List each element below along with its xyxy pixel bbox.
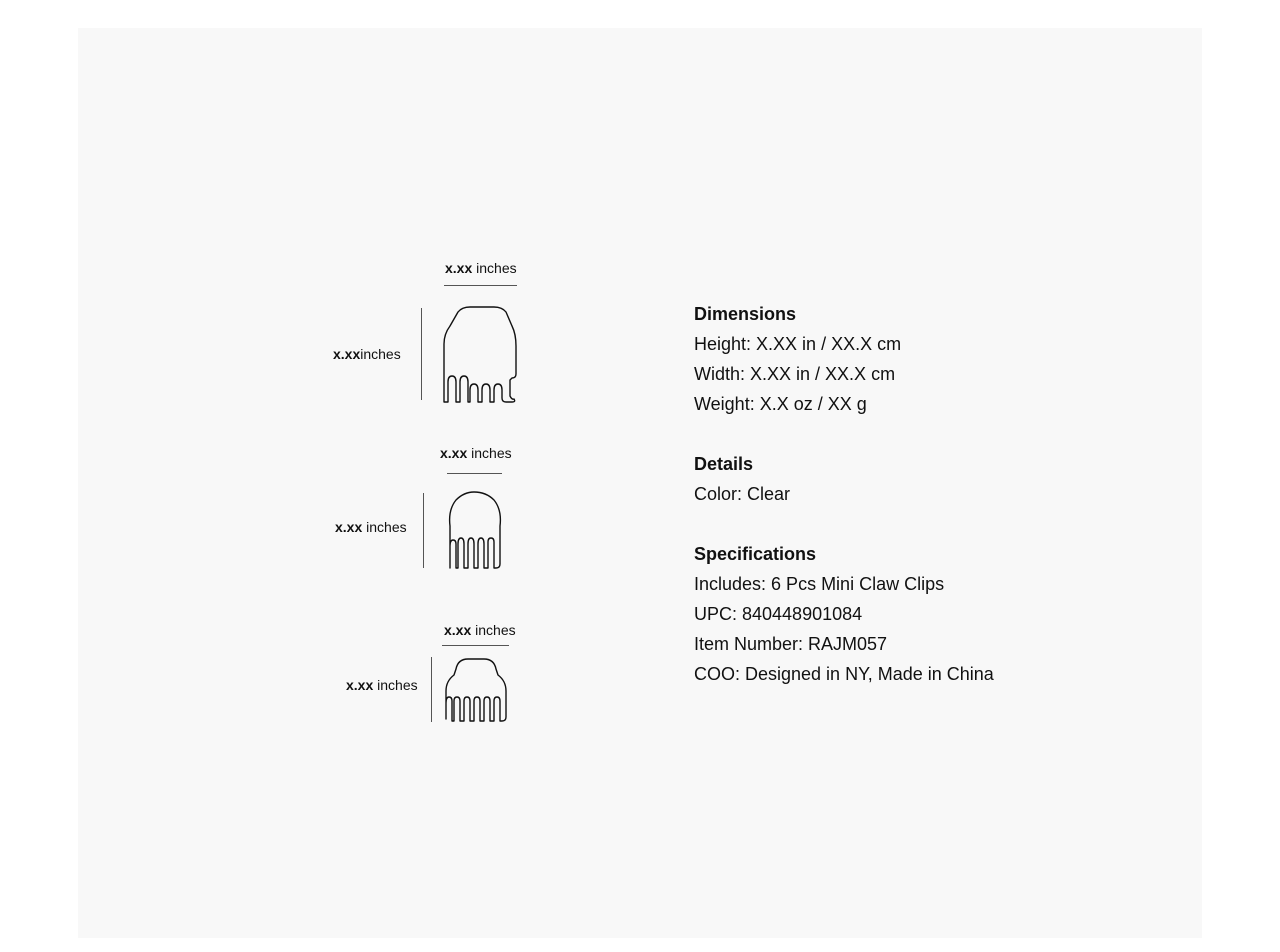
clip-small-height-label: x.xx inches [346, 677, 418, 693]
details-color: Color: Clear [694, 484, 791, 504]
clip-large-height-line [421, 308, 422, 400]
clip-small-outline-icon [442, 655, 510, 725]
specifications-upc: UPC: 840448901084 [694, 604, 863, 624]
clip-medium-outline-icon [444, 490, 506, 572]
clip-small-height-line [431, 657, 432, 722]
clip-medium-width-label: x.xx inches [440, 445, 512, 461]
specifications-heading: Specifications [694, 544, 817, 564]
dimensions-width: Width: X.XX in / XX.X cm [694, 364, 896, 384]
clip-large-width-line [444, 285, 517, 286]
dimensions-heading: Dimensions [694, 304, 797, 324]
specifications-includes: Includes: 6 Pcs Mini Claw Clips [694, 574, 945, 594]
clip-large-height-label: x.xxinches [333, 346, 401, 362]
clip-small-width-label: x.xx inches [444, 622, 516, 638]
clip-small-width-line [442, 645, 509, 646]
clip-large-width-label: x.xx inches [445, 260, 517, 276]
clip-medium-height-line [423, 493, 424, 568]
clip-medium-height-label: x.xx inches [335, 519, 407, 535]
content-panel [78, 28, 1202, 938]
details-heading: Details [694, 454, 754, 474]
dimensions-weight: Weight: X.X oz / XX g [694, 394, 867, 414]
clip-large-outline-icon [440, 304, 522, 406]
specifications-item-number: Item Number: RAJM057 [694, 634, 888, 654]
dimensions-height: Height: X.XX in / XX.X cm [694, 334, 902, 354]
clip-medium-width-line [447, 473, 502, 474]
specifications-coo: COO: Designed in NY, Made in China [694, 664, 994, 684]
